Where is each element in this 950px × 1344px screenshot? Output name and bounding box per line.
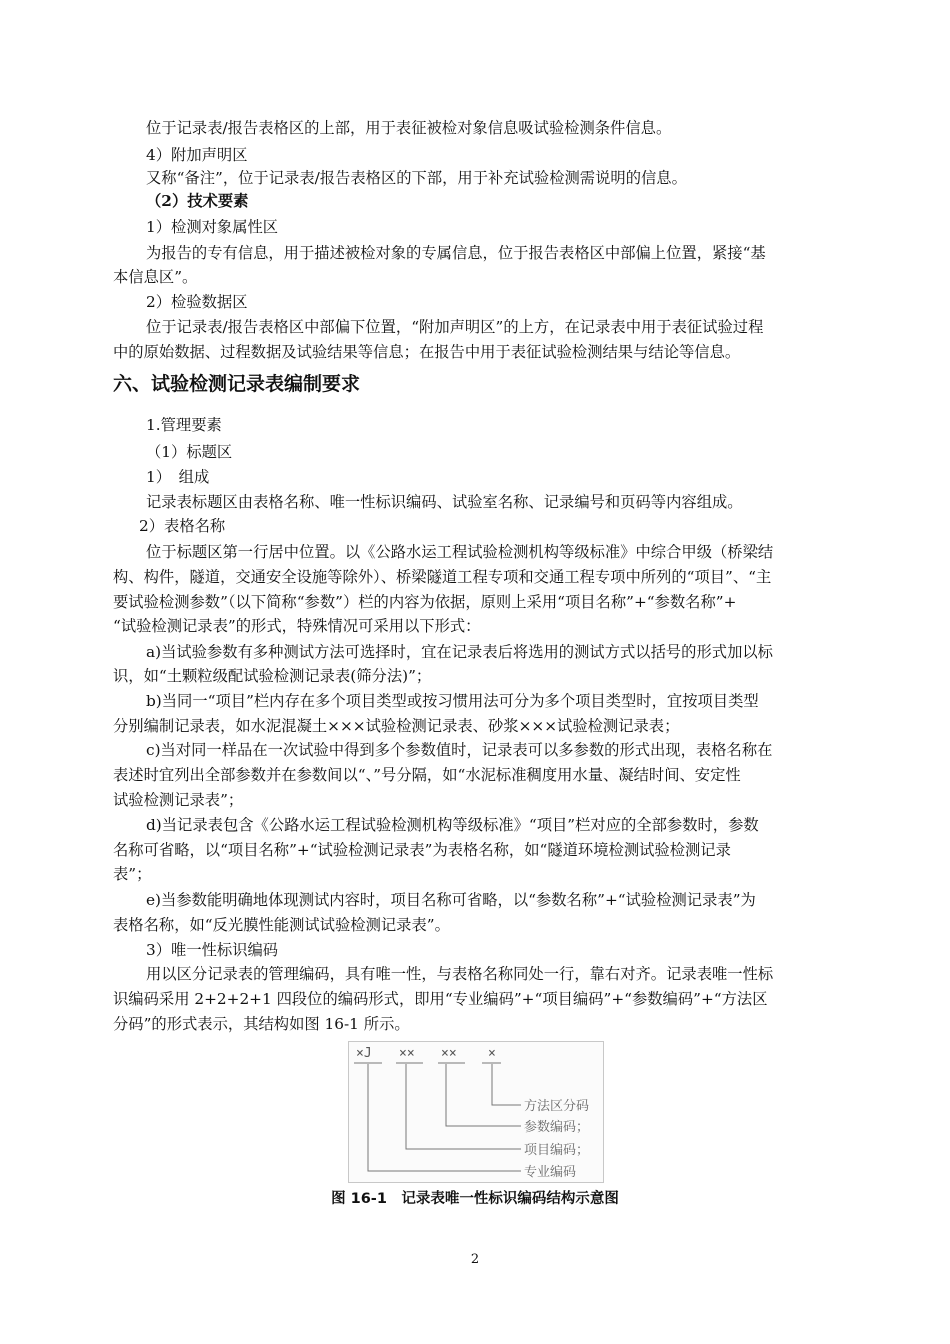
- code-segment-project: ××: [399, 1046, 415, 1061]
- text-line: 1.管理要素: [146, 416, 222, 434]
- text-line: 识编码采用 2+2+2+1 四段位的编码形式，即用“专业编码”+“项目编码”+“参数编码”+“方法区: [113, 990, 768, 1008]
- text-line: 2）表格名称: [139, 517, 226, 535]
- text-line: 4）附加声明区: [146, 146, 248, 164]
- text-line: “试验检测记录表”的形式，特殊情况可采用以下形式：: [113, 617, 481, 635]
- text-line: 构、构件，隧道，交通安全设施等除外）、桥梁隧道工程专项和交通工程专项中所列的“项目”、“主: [113, 568, 772, 586]
- connector-parameter: [446, 1064, 521, 1126]
- section-heading: 六、试验检测记录表编制要求: [113, 373, 361, 395]
- text-line: 试验检测记录表”；: [113, 791, 244, 809]
- text-line: 2）检验数据区: [146, 293, 248, 311]
- text-line: 记录表标题区由表格名称、唯一性标识编码、试验室名称、记录编号和页码等内容组成。: [146, 493, 743, 511]
- code-segment-parameter: ××: [441, 1046, 457, 1061]
- text-line: 表格名称，如“反光膜性能测试试验检测记录表”。: [113, 916, 450, 934]
- connector-method: [492, 1064, 521, 1105]
- text-line: a)当试验参数有多种测试方法可选择时，宜在记录表后将选用的测试方式以括号的形式加以标: [146, 643, 773, 661]
- text-line: 又称“备注”，位于记录表/报告表格区的下部，用于补充试验检测需说明的信息。: [146, 169, 687, 187]
- text-line: d)当记录表包含《公路水运工程试验检测机构等级标准》“项目”栏对应的全部参数时，参数: [146, 816, 759, 834]
- text-line: 1） 组成: [146, 468, 210, 486]
- text-line: 用以区分记录表的管理编码，具有唯一性，与表格名称同处一行，靠右对齐。记录表唯一性标: [146, 965, 774, 983]
- text-line: 位于记录表/报告表格区中部偏下位置，“附加声明区”的上方，在记录表中用于表征试验过程: [146, 318, 764, 336]
- code-structure-diagram: [349, 1042, 603, 1182]
- text-line: 中的原始数据、过程数据及试验结果等信息；在报告中用于表征试验检测结果与结论等信息。: [113, 343, 741, 361]
- legend-project: 项目编码；: [524, 1143, 590, 1158]
- text-line: 1）检测对象属性区: [146, 218, 279, 236]
- text-line: 3）唯一性标识编码: [146, 941, 279, 959]
- text-line: c)当对同一样品在一次试验中得到多个参数值时，记录表可以多参数的形式出现，表格名称在: [146, 741, 773, 759]
- code-segment-method: ×: [488, 1046, 496, 1061]
- text-line: 表述时宜列出全部参数并在参数间以“、”号分隔，如“水泥标准稠度用水量、凝结时间、安定性: [113, 766, 741, 784]
- subheading: （2）技术要素: [146, 192, 249, 210]
- figure-caption: 图 16-1 记录表唯一性标识编码结构示意图: [331, 1191, 619, 1207]
- text-line: b)当同一“项目”栏内存在多个项目类型或按习惯用法可分为多个项目类型时，宜按项目类型: [146, 692, 759, 710]
- text-line: 本信息区”。: [113, 268, 198, 286]
- text-line: 位于记录表/报告表格区的上部，用于表征被检对象信息吸试验检测条件信息。: [146, 119, 672, 137]
- text-line: 识，如“土颗粒级配试验检测记录表(筛分法)”；: [113, 667, 432, 685]
- legend-parameter: 参数编码；: [524, 1120, 590, 1135]
- code-structure-figure: [348, 1041, 604, 1183]
- connector-project: [406, 1064, 521, 1149]
- text-line: 名称可省略，以“项目名称”+“试验检测记录表”为表格名称，如“隧道环境检测试验检测记录: [113, 841, 731, 859]
- text-line: 位于标题区第一行居中位置。以《公路水运工程试验检测机构等级标准》中综合甲级（桥梁结: [146, 543, 774, 561]
- text-line: 表”；: [113, 865, 152, 883]
- text-line: 为报告的专有信息，用于描述被检对象的专属信息，位于报告表格区中部偏上位置，紧接“基: [146, 244, 766, 262]
- legend-method: 方法区分码: [524, 1099, 590, 1114]
- text-line: 分别编制记录表，如水泥混凝土×××试验检测记录表、砂浆×××试验检测记录表；: [113, 717, 680, 735]
- legend-professional: 专业编码: [524, 1165, 577, 1180]
- text-line: 分码”的形式表示，其结构如图 16-1 所示。: [113, 1015, 410, 1033]
- text-line: e)当参数能明确地体现测试内容时，项目名称可省略，以“参数名称”+“试验检测记录表”为: [146, 891, 756, 909]
- text-line: 要试验检测参数”（以下简称“参数”）栏的内容为依据，原则上采用“项目名称”+“参数名称”+: [113, 593, 737, 611]
- connector-professional: [368, 1064, 521, 1171]
- text-line: （1）标题区: [146, 443, 233, 461]
- code-segment-professional: ×J: [356, 1046, 372, 1061]
- page-number: 2: [470, 1252, 480, 1267]
